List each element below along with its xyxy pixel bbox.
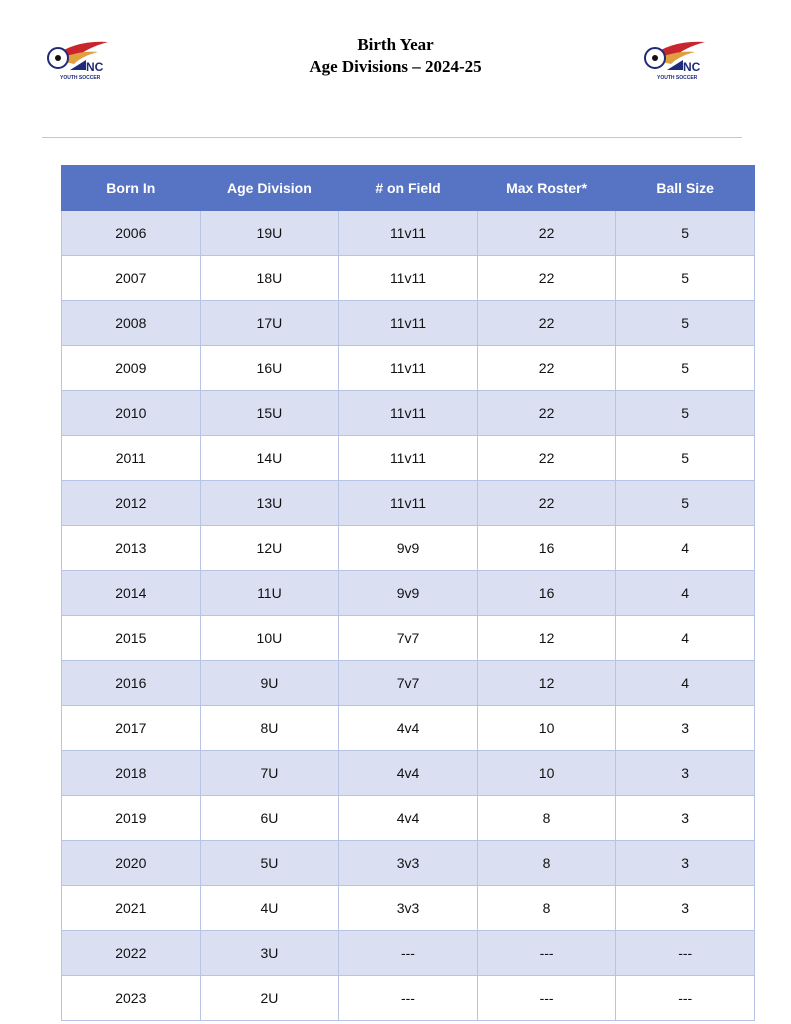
- ball-size-cell: 5: [616, 436, 755, 481]
- on-field-cell: 9v9: [339, 526, 478, 571]
- born-in-cell: 2018: [62, 751, 201, 796]
- column-header-born-in: Born In: [62, 166, 201, 211]
- ball-size-cell: 5: [616, 391, 755, 436]
- born-in-cell: 2008: [62, 301, 201, 346]
- age-division-cell: 16U: [200, 346, 339, 391]
- table-body: [62, 211, 755, 1021]
- ball-size-cell: 5: [616, 211, 755, 256]
- age-division-cell: 6U: [200, 796, 339, 841]
- table-row: [62, 796, 755, 841]
- table-row: [62, 481, 755, 526]
- ball-size-cell: 5: [616, 481, 755, 526]
- on-field-cell: 11v11: [339, 256, 478, 301]
- ball-size-cell: 4: [616, 661, 755, 706]
- born-in-cell: 2009: [62, 346, 201, 391]
- table-row: [62, 661, 755, 706]
- column-header-ball-size: Ball Size: [616, 166, 755, 211]
- table-row: [62, 211, 755, 256]
- age-division-cell: 13U: [200, 481, 339, 526]
- age-division-cell: 7U: [200, 751, 339, 796]
- table-row: [62, 301, 755, 346]
- max-roster-cell: 22: [477, 346, 616, 391]
- on-field-cell: 9v9: [339, 571, 478, 616]
- column-header-age-division: Age Division: [200, 166, 339, 211]
- table-row: [62, 886, 755, 931]
- born-in-cell: 2006: [62, 211, 201, 256]
- max-roster-cell: ---: [477, 976, 616, 1021]
- on-field-cell: 3v3: [339, 841, 478, 886]
- age-division-cell: 8U: [200, 706, 339, 751]
- age-division-cell: 10U: [200, 616, 339, 661]
- age-division-cell: 14U: [200, 436, 339, 481]
- nc-youth-soccer-logo-right: [643, 38, 715, 82]
- age-division-cell: 4U: [200, 886, 339, 931]
- table-row: [62, 616, 755, 661]
- svg-text:YOUTH SOCCER: YOUTH SOCCER: [60, 75, 101, 81]
- on-field-cell: 11v11: [339, 346, 478, 391]
- max-roster-cell: 22: [477, 301, 616, 346]
- max-roster-cell: 12: [477, 661, 616, 706]
- table-row: [62, 391, 755, 436]
- max-roster-cell: 16: [477, 571, 616, 616]
- born-in-cell: 2007: [62, 256, 201, 301]
- table-row: [62, 931, 755, 976]
- ball-size-cell: 3: [616, 706, 755, 751]
- age-division-cell: 11U: [200, 571, 339, 616]
- ball-size-cell: 4: [616, 571, 755, 616]
- age-divisions-table: [61, 165, 755, 1021]
- max-roster-cell: 22: [477, 436, 616, 481]
- max-roster-cell: 12: [477, 616, 616, 661]
- max-roster-cell: ---: [477, 931, 616, 976]
- born-in-cell: 2013: [62, 526, 201, 571]
- ball-size-cell: 4: [616, 616, 755, 661]
- age-division-cell: 9U: [200, 661, 339, 706]
- divider: [42, 137, 742, 138]
- ball-size-cell: 3: [616, 751, 755, 796]
- table-row: [62, 436, 755, 481]
- born-in-cell: 2015: [62, 616, 201, 661]
- age-division-cell: 18U: [200, 256, 339, 301]
- ball-size-cell: 5: [616, 301, 755, 346]
- born-in-cell: 2012: [62, 481, 201, 526]
- on-field-cell: 3v3: [339, 886, 478, 931]
- age-division-cell: 19U: [200, 211, 339, 256]
- table-header-row: [62, 166, 755, 211]
- on-field-cell: ---: [339, 931, 478, 976]
- max-roster-cell: 22: [477, 391, 616, 436]
- on-field-cell: ---: [339, 976, 478, 1021]
- table-row: [62, 571, 755, 616]
- on-field-cell: 11v11: [339, 391, 478, 436]
- title-line-2: Age Divisions – 2024-25: [309, 57, 482, 76]
- born-in-cell: 2011: [62, 436, 201, 481]
- svg-text:YOUTH SOCCER: YOUTH SOCCER: [657, 75, 698, 81]
- ball-size-cell: 5: [616, 256, 755, 301]
- born-in-cell: 2010: [62, 391, 201, 436]
- soccer-ball-logo-icon: [643, 38, 715, 82]
- max-roster-cell: 8: [477, 886, 616, 931]
- age-division-cell: 17U: [200, 301, 339, 346]
- max-roster-cell: 22: [477, 211, 616, 256]
- ball-size-cell: 3: [616, 841, 755, 886]
- age-division-cell: 3U: [200, 931, 339, 976]
- max-roster-cell: 22: [477, 481, 616, 526]
- table-row: [62, 346, 755, 391]
- column-header-on-field: # on Field: [339, 166, 478, 211]
- table-row: [62, 706, 755, 751]
- born-in-cell: 2014: [62, 571, 201, 616]
- on-field-cell: 7v7: [339, 616, 478, 661]
- on-field-cell: 4v4: [339, 706, 478, 751]
- table-row: [62, 976, 755, 1021]
- age-division-cell: 15U: [200, 391, 339, 436]
- title-line-1: Birth Year: [357, 35, 434, 54]
- ball-size-cell: 4: [616, 526, 755, 571]
- ball-size-cell: 3: [616, 886, 755, 931]
- max-roster-cell: 10: [477, 751, 616, 796]
- ball-size-cell: 5: [616, 346, 755, 391]
- on-field-cell: 4v4: [339, 796, 478, 841]
- on-field-cell: 11v11: [339, 481, 478, 526]
- max-roster-cell: 8: [477, 841, 616, 886]
- age-division-cell: 5U: [200, 841, 339, 886]
- age-division-cell: 2U: [200, 976, 339, 1021]
- born-in-cell: 2022: [62, 931, 201, 976]
- table-row: [62, 841, 755, 886]
- column-header-max-roster: Max Roster*: [477, 166, 616, 211]
- on-field-cell: 11v11: [339, 211, 478, 256]
- max-roster-cell: 16: [477, 526, 616, 571]
- ball-size-cell: 3: [616, 796, 755, 841]
- table-row: [62, 526, 755, 571]
- max-roster-cell: 8: [477, 796, 616, 841]
- svg-text:NC: NC: [86, 60, 104, 74]
- max-roster-cell: 10: [477, 706, 616, 751]
- ball-size-cell: ---: [616, 976, 755, 1021]
- svg-text:NC: NC: [683, 60, 701, 74]
- table-row: [62, 256, 755, 301]
- on-field-cell: 7v7: [339, 661, 478, 706]
- table-row: [62, 751, 755, 796]
- on-field-cell: 4v4: [339, 751, 478, 796]
- born-in-cell: 2023: [62, 976, 201, 1021]
- max-roster-cell: 22: [477, 256, 616, 301]
- born-in-cell: 2017: [62, 706, 201, 751]
- age-division-cell: 12U: [200, 526, 339, 571]
- born-in-cell: 2019: [62, 796, 201, 841]
- on-field-cell: 11v11: [339, 436, 478, 481]
- ball-size-cell: ---: [616, 931, 755, 976]
- born-in-cell: 2016: [62, 661, 201, 706]
- on-field-cell: 11v11: [339, 301, 478, 346]
- born-in-cell: 2021: [62, 886, 201, 931]
- born-in-cell: 2020: [62, 841, 201, 886]
